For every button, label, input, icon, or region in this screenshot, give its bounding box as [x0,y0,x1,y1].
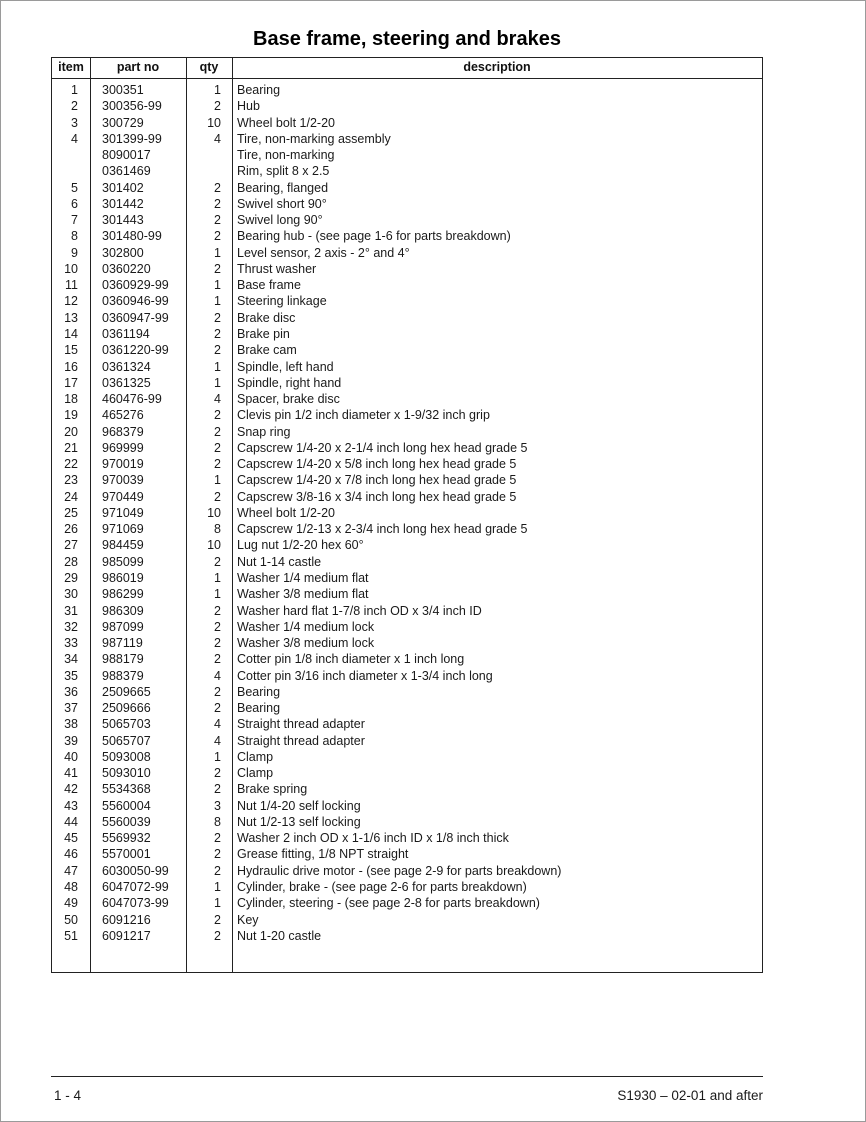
row-part-no: 0360947-99 [102,310,169,325]
row-qty: 2 [214,343,221,358]
row-item: 49 [64,896,78,911]
row-item: 32 [64,619,78,634]
table-row [52,293,762,309]
row-item: 36 [64,684,78,699]
table-row [52,131,762,147]
row-description: Bearing [237,701,281,716]
row-item: 8 [71,229,78,244]
row-qty: 1 [214,749,221,764]
row-part-no: 300351 [102,83,144,97]
row-qty: 8 [214,522,221,537]
row-description: Brake cam [237,343,297,358]
table-row [52,635,762,651]
row-item: 3 [71,115,78,130]
row-description: Grease fitting, 1/8 NPT straight [237,847,409,862]
row-qty: 2 [214,928,221,943]
row-part-no: 988179 [102,652,144,667]
table-row [52,163,762,179]
row-qty: 4 [214,131,221,146]
row-item: 2 [71,99,78,114]
table-row [52,716,762,732]
table-row [52,391,762,407]
table-row [52,765,762,781]
row-item: 21 [64,440,78,455]
row-qty: 1 [214,473,221,488]
row-item: 23 [64,473,78,488]
row-part-no: 970449 [102,489,144,504]
row-qty: 2 [214,489,221,504]
row-part-no: 301442 [102,196,144,211]
row-item: 22 [64,457,78,472]
row-part-no: 5534368 [102,782,151,797]
row-qty: 1 [214,896,221,911]
row-qty: 1 [214,587,221,602]
row-item: 46 [64,847,78,862]
row-description: Capscrew 1/4-20 x 5/8 inch long hex head grade 5 [237,457,517,472]
row-description: Tire, non-marking assembly [237,131,391,146]
row-part-no: 5065703 [102,717,151,732]
row-item: 44 [64,814,78,829]
row-part-no: 0361194 [102,326,150,341]
table-row [52,521,762,537]
row-qty: 2 [214,99,221,114]
row-qty: 4 [214,668,221,683]
table-body [52,82,762,944]
table-row [52,456,762,472]
table-row [52,814,762,830]
table-row [52,830,762,846]
table-row [52,489,762,505]
row-item: 29 [64,570,78,585]
row-qty: 2 [214,636,221,651]
row-description: Washer hard flat 1-7/8 inch OD x 3/4 inch ID [237,603,482,618]
parts-table [51,57,763,973]
row-qty: 2 [214,440,221,455]
row-part-no: 986019 [102,570,144,585]
row-description: Cotter pin 1/8 inch diameter x 1 inch long [237,652,465,667]
row-qty: 2 [214,684,221,699]
row-description: Washer 1/4 medium flat [237,570,369,585]
row-description: Clevis pin 1/2 inch diameter x 1-9/32 inch grip [237,408,490,423]
row-part-no: 300729 [102,115,144,130]
row-qty: 1 [214,294,221,309]
table-row [52,879,762,895]
row-description: Straight thread adapter [237,733,365,748]
row-item: 28 [64,554,78,569]
table-row [52,228,762,244]
table-row [52,98,762,114]
table-row [52,554,762,570]
header-qty: qty [199,60,219,74]
row-part-no: 969999 [102,440,144,455]
row-part-no: 0360220 [102,261,151,276]
table-row [52,928,762,944]
row-qty: 2 [214,831,221,846]
row-item: 9 [71,245,78,260]
row-description: Cotter pin 3/16 inch diameter x 1-3/4 inch long [237,668,493,683]
table-row [52,505,762,521]
row-part-no: 5560039 [102,814,151,829]
row-item: 16 [64,359,78,374]
header-item: item [58,60,84,74]
row-part-no: 6091216 [102,912,151,927]
row-item: 19 [64,408,78,423]
table-row [52,912,762,928]
row-qty: 2 [214,180,221,195]
row-item: 14 [64,326,78,341]
table-row [52,326,762,342]
row-qty: 1 [214,570,221,585]
row-item: 47 [64,863,78,878]
table-row [52,668,762,684]
table-row [52,733,762,749]
table-row [52,277,762,293]
table-row [52,342,762,358]
row-item: 10 [64,261,78,276]
row-item: 42 [64,782,78,797]
row-qty: 1 [214,83,221,97]
row-description: Swivel long 90° [237,213,323,228]
row-description: Hydraulic drive motor - (see page 2-9 for parts breakdown) [237,863,562,878]
row-part-no: 8090017 [102,148,151,163]
header-description: description [463,60,531,74]
row-part-no: 970039 [102,473,144,488]
row-qty: 2 [214,782,221,797]
row-part-no: 0361469 [102,164,151,179]
table-row [52,196,762,212]
row-part-no: 301480-99 [102,229,162,244]
row-item: 26 [64,522,78,537]
row-part-no: 301399-99 [102,131,162,146]
row-description: Washer 3/8 medium flat [237,587,369,602]
row-item: 40 [64,749,78,764]
row-qty: 2 [214,912,221,927]
row-item: 38 [64,717,78,732]
row-qty: 2 [214,619,221,634]
row-item: 15 [64,343,78,358]
row-qty: 1 [214,880,221,895]
row-part-no: 5570001 [102,847,151,862]
row-part-no: 988379 [102,668,144,683]
row-description: Rim, split 8 x 2.5 [237,164,330,179]
row-item: 18 [64,392,78,407]
table-row [52,375,762,391]
table-row [52,537,762,553]
table-row [52,212,762,228]
row-item: 20 [64,424,78,439]
table-row [52,749,762,765]
row-item: 4 [71,131,78,146]
row-description: Washer 3/8 medium lock [237,636,375,651]
row-description: Clamp [237,749,274,764]
row-qty: 1 [214,245,221,260]
row-qty: 4 [214,717,221,732]
row-qty: 2 [214,457,221,472]
row-qty: 10 [207,115,221,130]
table-row [52,603,762,619]
table-row [52,684,762,700]
table-row [52,895,762,911]
row-description: Swivel short 90° [237,196,327,211]
row-part-no: 460476-99 [102,392,162,407]
row-item: 12 [64,294,78,309]
row-item: 7 [71,213,78,228]
table-row [52,115,762,131]
row-part-no: 302800 [102,245,144,260]
row-description: Nut 1-14 castle [237,554,322,569]
table-row [52,700,762,716]
row-part-no: 6047072-99 [102,880,169,895]
row-part-no: 2509666 [102,701,151,716]
row-qty: 1 [214,278,221,293]
row-description: Spindle, right hand [237,375,342,390]
row-qty: 2 [214,326,221,341]
row-part-no: 0360946-99 [102,294,169,309]
row-item: 48 [64,880,78,895]
row-qty: 1 [214,359,221,374]
row-part-no: 0361325 [102,375,151,390]
row-description: Thrust washer [237,261,317,276]
row-qty: 2 [214,213,221,228]
row-description: Cylinder, brake - (see page 2-6 for parts breakdown) [237,880,527,895]
row-part-no: 971069 [102,522,144,537]
row-item: 34 [64,652,78,667]
row-description: Capscrew 1/4-20 x 7/8 inch long hex head grade 5 [237,473,517,488]
row-qty: 2 [214,261,221,276]
table-row [52,261,762,277]
table-row [52,180,762,196]
table-row [52,472,762,488]
row-item: 35 [64,668,78,683]
row-description: Snap ring [237,424,291,439]
table-row [52,82,762,98]
row-item: 43 [64,798,78,813]
row-description: Spindle, left hand [237,359,334,374]
row-part-no: 986309 [102,603,144,618]
row-qty: 2 [214,229,221,244]
row-description: Nut 1-20 castle [237,928,322,943]
row-description: Steering linkage [237,294,327,309]
row-description: Nut 1/2-13 self locking [237,814,361,829]
row-qty: 10 [207,505,221,520]
row-description: Base frame [237,278,301,293]
row-item: 39 [64,733,78,748]
row-part-no: 6091217 [102,928,151,943]
row-item: 45 [64,831,78,846]
row-item: 33 [64,636,78,651]
row-qty: 4 [214,733,221,748]
row-description: Lug nut 1/2-20 hex 60° [237,538,364,553]
row-qty: 1 [214,375,221,390]
header-part-no: part no [116,60,160,74]
row-qty: 4 [214,392,221,407]
row-description: Capscrew 1/2-13 x 2-3/4 inch long hex head grade 5 [237,522,528,537]
row-qty: 2 [214,863,221,878]
row-item: 50 [64,912,78,927]
table-row [52,651,762,667]
table-row [52,440,762,456]
row-qty: 2 [214,424,221,439]
row-item: 6 [71,196,78,211]
row-item: 17 [64,375,78,390]
table-row [52,147,762,163]
row-item: 11 [65,278,78,293]
table-row [52,359,762,375]
row-item: 51 [64,928,78,943]
table-row [52,781,762,797]
row-description: Clamp [237,766,274,781]
row-part-no: 300356-99 [102,99,162,114]
row-description: Bearing hub - (see page 1-6 for parts breakdown) [237,229,511,244]
row-part-no: 6047073-99 [102,896,169,911]
table-row [52,586,762,602]
table-row [52,570,762,586]
footer-divider [51,1076,763,1077]
row-item: 13 [64,310,78,325]
row-part-no: 987119 [102,636,143,651]
row-description: Bearing [237,684,281,699]
row-description: Brake spring [237,782,308,797]
table-row [52,798,762,814]
page-title: Base frame, steering and brakes [253,28,561,50]
row-item: 25 [64,505,78,520]
row-item: 37 [64,701,78,716]
row-description: Washer 1/4 medium lock [237,619,375,634]
row-description: Wheel bolt 1/2-20 [237,115,335,130]
row-qty: 2 [214,652,221,667]
row-part-no: 5560004 [102,798,151,813]
row-qty: 2 [214,196,221,211]
row-part-no: 970019 [102,457,144,472]
row-description: Bearing, flanged [237,180,329,195]
row-item: 41 [64,766,78,781]
table-row [52,846,762,862]
row-part-no: 971049 [102,505,144,520]
row-description: Capscrew 3/8-16 x 3/4 inch long hex head grade 5 [237,489,517,504]
row-description: Cylinder, steering - (see page 2-8 for parts breakdown) [237,896,540,911]
row-qty: 2 [214,847,221,862]
row-description: Brake disc [237,310,296,325]
row-item: 27 [64,538,78,553]
table-row [52,863,762,879]
row-part-no: 5569932 [102,831,151,846]
row-part-no: 301443 [102,213,144,228]
row-part-no: 0360929-99 [102,278,169,293]
row-description: Key [237,912,259,927]
row-qty: 2 [214,701,221,716]
row-qty: 2 [214,408,221,423]
row-part-no: 985099 [102,554,144,569]
table-row [52,424,762,440]
table-row [52,245,762,261]
row-item: 30 [64,587,78,602]
row-part-no: 5093010 [102,766,151,781]
table-row [52,310,762,326]
row-qty: 2 [214,766,221,781]
row-description: Hub [237,99,260,114]
header-divider [52,78,762,79]
table-row [52,407,762,423]
row-description: Nut 1/4-20 self locking [237,798,361,813]
row-part-no: 6030050-99 [102,863,169,878]
row-item: 24 [64,489,78,504]
row-qty: 8 [214,814,221,829]
row-part-no: 0361220-99 [102,343,169,358]
row-part-no: 0361324 [102,359,151,374]
row-item: 1 [71,83,78,97]
row-description: Level sensor, 2 axis - 2° and 4° [237,245,410,260]
row-qty: 3 [214,798,221,813]
row-qty: 2 [214,603,221,618]
row-description: Capscrew 1/4-20 x 2-1/4 inch long hex head grade 5 [237,440,528,455]
row-part-no: 301402 [102,180,144,195]
row-part-no: 984459 [102,538,144,553]
row-qty: 10 [207,538,221,553]
row-part-no: 2509665 [102,684,151,699]
row-item: 5 [71,180,78,195]
table-row [52,619,762,635]
row-description: Wheel bolt 1/2-20 [237,505,335,520]
row-part-no: 968379 [102,424,144,439]
model-info: S1930 – 02-01 and after [617,1088,763,1103]
row-description: Tire, non-marking [237,148,335,163]
row-qty: 2 [214,554,221,569]
row-item: 31 [64,603,78,618]
row-description: Bearing [237,83,281,97]
row-part-no: 987099 [102,619,144,634]
row-qty: 2 [214,310,221,325]
row-description: Washer 2 inch OD x 1-1/6 inch ID x 1/8 inch thick [237,831,509,846]
row-description: Straight thread adapter [237,717,365,732]
row-part-no: 465276 [102,408,144,423]
page-number: 1 - 4 [54,1088,82,1103]
row-part-no: 5093008 [102,749,151,764]
row-description: Spacer, brake disc [237,392,340,407]
row-part-no: 5065707 [102,733,151,748]
row-description: Brake pin [237,326,290,341]
row-part-no: 986299 [102,587,144,602]
